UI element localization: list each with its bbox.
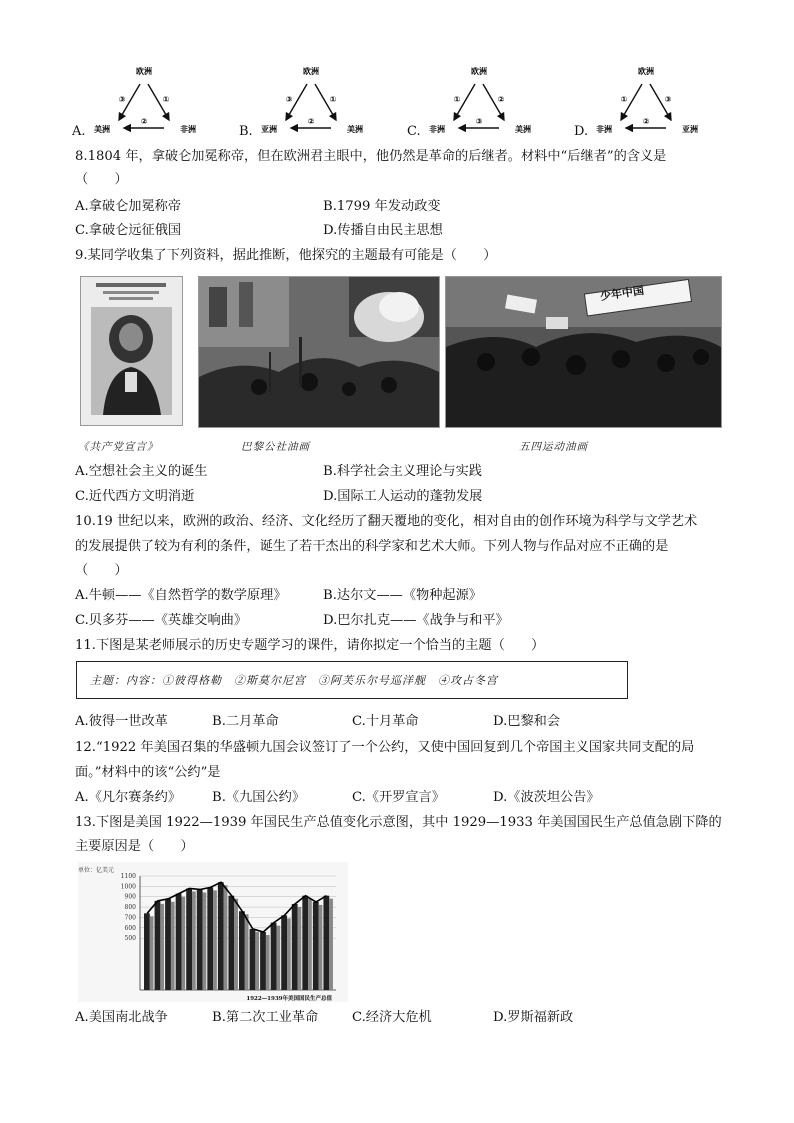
- continent-triangle-diagram: [239, 64, 389, 134]
- q13-option-c[interactable]: C.经济大危机: [352, 1010, 432, 1025]
- bar-shadow-1928: [213, 890, 217, 990]
- y-tick-label: 500: [124, 935, 136, 943]
- gnp-chart-svg: [78, 862, 348, 1002]
- node-right-label: 美洲: [347, 125, 363, 134]
- q9-option-d[interactable]: D.国际工人运动的蓬勃发展: [323, 489, 483, 504]
- edge-number-bottom: ②: [307, 117, 315, 126]
- node-top-label: 欧洲: [303, 67, 319, 76]
- q8-option-b[interactable]: B.1799 年发动政变: [323, 199, 441, 214]
- q7-option-letter: B.: [239, 124, 253, 139]
- may-fourth-banner-text: 少年中国: [599, 283, 645, 303]
- q12-stem-line1: 12.“1922 年美国召集的华盛顿九国会议签订了一个公约，又使中国回复到几个帝国主义国家共同支配的局: [75, 740, 695, 755]
- q13-stem-line2: 主要原因是（ ）: [75, 839, 194, 854]
- q12-option-b[interactable]: B.《九国公约》: [212, 790, 306, 805]
- y-tick-label: 600: [124, 924, 136, 932]
- bar-1929: [218, 882, 224, 990]
- q7-option-b[interactable]: [239, 64, 389, 139]
- bar-shadow-1930: [234, 899, 238, 990]
- node-left-label: 亚洲: [261, 125, 277, 134]
- q11-courseware-text: 主题：内容：①彼得格勒 ②斯莫尔尼宫 ③阿芙乐尔号巡洋舰 ④攻占冬宫: [90, 674, 498, 687]
- bar-shadow-1936: [298, 907, 302, 990]
- y-tick-label: 1000: [120, 883, 136, 891]
- edge-number-right: ①: [162, 95, 170, 104]
- q13-option-a[interactable]: A.美国南北战争: [75, 1010, 168, 1025]
- edge-number-left: ①: [620, 95, 628, 104]
- q10-option-d[interactable]: D.巴尔扎克——《战争与和平》: [323, 613, 509, 628]
- q11-option-a[interactable]: A.彼得一世改革: [75, 714, 168, 729]
- q9-option-c[interactable]: C.近代西方文明消逝: [75, 489, 195, 504]
- bar-shadow-1937: [308, 899, 312, 990]
- edge-number-left: ③: [285, 95, 293, 104]
- q13-option-b[interactable]: B.第二次工业革命: [212, 1010, 319, 1025]
- bar-1935: [281, 915, 287, 990]
- q9-option-a[interactable]: A.空想社会主义的诞生: [75, 464, 208, 479]
- q8-option-c[interactable]: C.拿破仑远征俄国: [75, 223, 182, 238]
- edge-number-right: ①: [329, 95, 337, 104]
- bar-1930: [228, 896, 234, 990]
- edge-number-left: ①: [453, 95, 461, 104]
- continent-triangle-diagram: [72, 64, 222, 134]
- q9-option-b[interactable]: B.科学社会主义理论与实践: [323, 464, 482, 479]
- bar-1938: [313, 902, 319, 990]
- node-top-label: 欧洲: [136, 67, 152, 76]
- node-right-label: 非洲: [180, 125, 196, 134]
- node-top-label: 欧洲: [471, 67, 487, 76]
- q11-stem: 11.下图是某老师展示的历史专题学习的课件，请你拟定一个恰当的主题（ ）: [75, 638, 545, 653]
- y-tick-label: 800: [124, 904, 136, 912]
- bar-1923: [155, 901, 161, 990]
- q8-stem-line2: （ ）: [75, 172, 128, 187]
- y-tick-label: 1100: [120, 873, 136, 880]
- caption-paris-commune: 巴黎公社油画: [241, 441, 310, 453]
- q7-option-letter: A.: [72, 124, 86, 139]
- bar-shadow-1933: [266, 935, 270, 990]
- y-tick-label: 700: [124, 914, 136, 922]
- node-right-label: 亚洲: [682, 125, 698, 134]
- bar-shadow-1927: [203, 892, 207, 990]
- gnp-chart: [78, 862, 348, 1002]
- q10-option-c[interactable]: C.贝多芬——《英雄交响曲》: [75, 613, 248, 628]
- continent-triangle-diagram: [574, 64, 724, 134]
- q12-option-d[interactable]: D.《波茨坦公告》: [493, 790, 600, 805]
- q8-option-a[interactable]: A.拿破仑加冕称帝: [75, 199, 182, 214]
- bar-1934: [271, 923, 277, 990]
- bar-shadow-1922: [150, 916, 154, 990]
- bar-shadow-1939: [329, 899, 333, 990]
- q10-option-b[interactable]: B.达尔文——《物种起源》: [323, 588, 482, 603]
- q10-stem-line2: 的发展提供了较为有利的条件，诞生了若干杰出的科学家和艺术大师。下列人物与作品对应不正确的是: [75, 539, 669, 554]
- bar-1922: [144, 913, 150, 990]
- q8-option-d[interactable]: D.传播自由民主思想: [323, 223, 443, 238]
- edge-number-bottom: ②: [140, 117, 148, 126]
- communist-manifesto-image: [80, 276, 183, 426]
- node-left-label: 非洲: [429, 125, 445, 134]
- q9-stem: 9.某同学收集了下列资料，据此推断，他探究的主题最有可能是（ ）: [75, 248, 497, 263]
- chart-title: 1922—1939年美国国民生产总值: [246, 996, 332, 1002]
- q11-option-d[interactable]: D.巴黎和会: [493, 714, 561, 729]
- bar-1927: [197, 889, 203, 990]
- q7-option-c[interactable]: [407, 64, 557, 139]
- bar-1939: [323, 896, 329, 990]
- continent-triangle-diagram: [407, 64, 557, 134]
- bar-1931: [239, 911, 245, 990]
- caption-communist-manifesto: 《共产党宣言》: [78, 441, 159, 453]
- bar-shadow-1926: [192, 891, 196, 990]
- paris-commune-painting: [198, 276, 440, 428]
- node-right-label: 美洲: [515, 125, 531, 134]
- bar-1933: [260, 932, 266, 990]
- q13-option-d[interactable]: D.罗斯福新政: [493, 1010, 574, 1025]
- q10-option-a[interactable]: A.牛顿——《自然哲学的数学原理》: [75, 588, 287, 603]
- edge-number-right: ②: [497, 95, 505, 104]
- q11-option-c[interactable]: C.十月革命: [352, 714, 419, 729]
- q12-stem-line2: 面。”材料中的该“公约”是: [75, 765, 221, 780]
- q10-stem-line3: （ ）: [75, 563, 128, 578]
- q7-option-letter: C.: [407, 124, 421, 139]
- q11-option-b[interactable]: B.二月革命: [212, 714, 279, 729]
- edge-number-bottom: ②: [642, 117, 650, 126]
- bar-shadow-1925: [181, 897, 185, 990]
- bar-shadow-1934: [276, 926, 280, 990]
- edge-number-right: ③: [664, 95, 672, 104]
- bar-shadow-1924: [171, 902, 175, 990]
- q7-option-a[interactable]: [72, 64, 222, 139]
- q12-option-a[interactable]: A.《凡尔赛条约》: [75, 790, 182, 805]
- bar-shadow-1938: [319, 905, 323, 990]
- edge-number-bottom: ③: [475, 117, 483, 126]
- bar-1925: [176, 894, 182, 990]
- bar-shadow-1932: [255, 932, 259, 990]
- bar-shadow-1935: [287, 918, 291, 990]
- edge-number-left: ③: [118, 95, 126, 104]
- y-axis-label: 单位：亿美元: [78, 867, 115, 874]
- q12-option-c[interactable]: C.《开罗宣言》: [352, 790, 445, 805]
- caption-may-fourth: 五四运动油画: [519, 441, 588, 453]
- y-tick-label: 900: [124, 893, 136, 901]
- q10-stem-line1: 10.19 世纪以来，欧洲的政治、经济、文化经历了翻天覆地的变化，相对自由的创作环境为科学与文学艺术: [75, 514, 698, 529]
- node-left-label: 美洲: [94, 125, 110, 134]
- bar-shadow-1931: [245, 914, 249, 990]
- node-left-label: 非洲: [596, 125, 612, 134]
- bar-1924: [165, 899, 171, 990]
- bar-1928: [207, 887, 213, 990]
- q7-option-letter: D.: [574, 124, 589, 139]
- may-fourth-painting: [445, 276, 722, 428]
- bar-1936: [292, 904, 298, 990]
- node-top-label: 欧洲: [638, 67, 654, 76]
- bar-1932: [250, 929, 256, 990]
- q8-stem-line1: 8.1804 年，拿破仑加冕称帝，但在欧洲君主眼中，他仍然是革命的后继者。材料中“后继者”的含义是: [75, 149, 667, 164]
- bar-shadow-1929: [224, 885, 228, 990]
- q7-option-d[interactable]: [574, 64, 724, 139]
- q13-stem-line1: 13.下图是美国 1922—1939 年国民生产总值变化示意图，其中 1929—1933 年美国国民生产总值急剧下降的: [75, 815, 722, 830]
- bar-shadow-1923: [160, 904, 164, 990]
- bar-1937: [302, 896, 308, 990]
- bar-1926: [186, 888, 192, 990]
